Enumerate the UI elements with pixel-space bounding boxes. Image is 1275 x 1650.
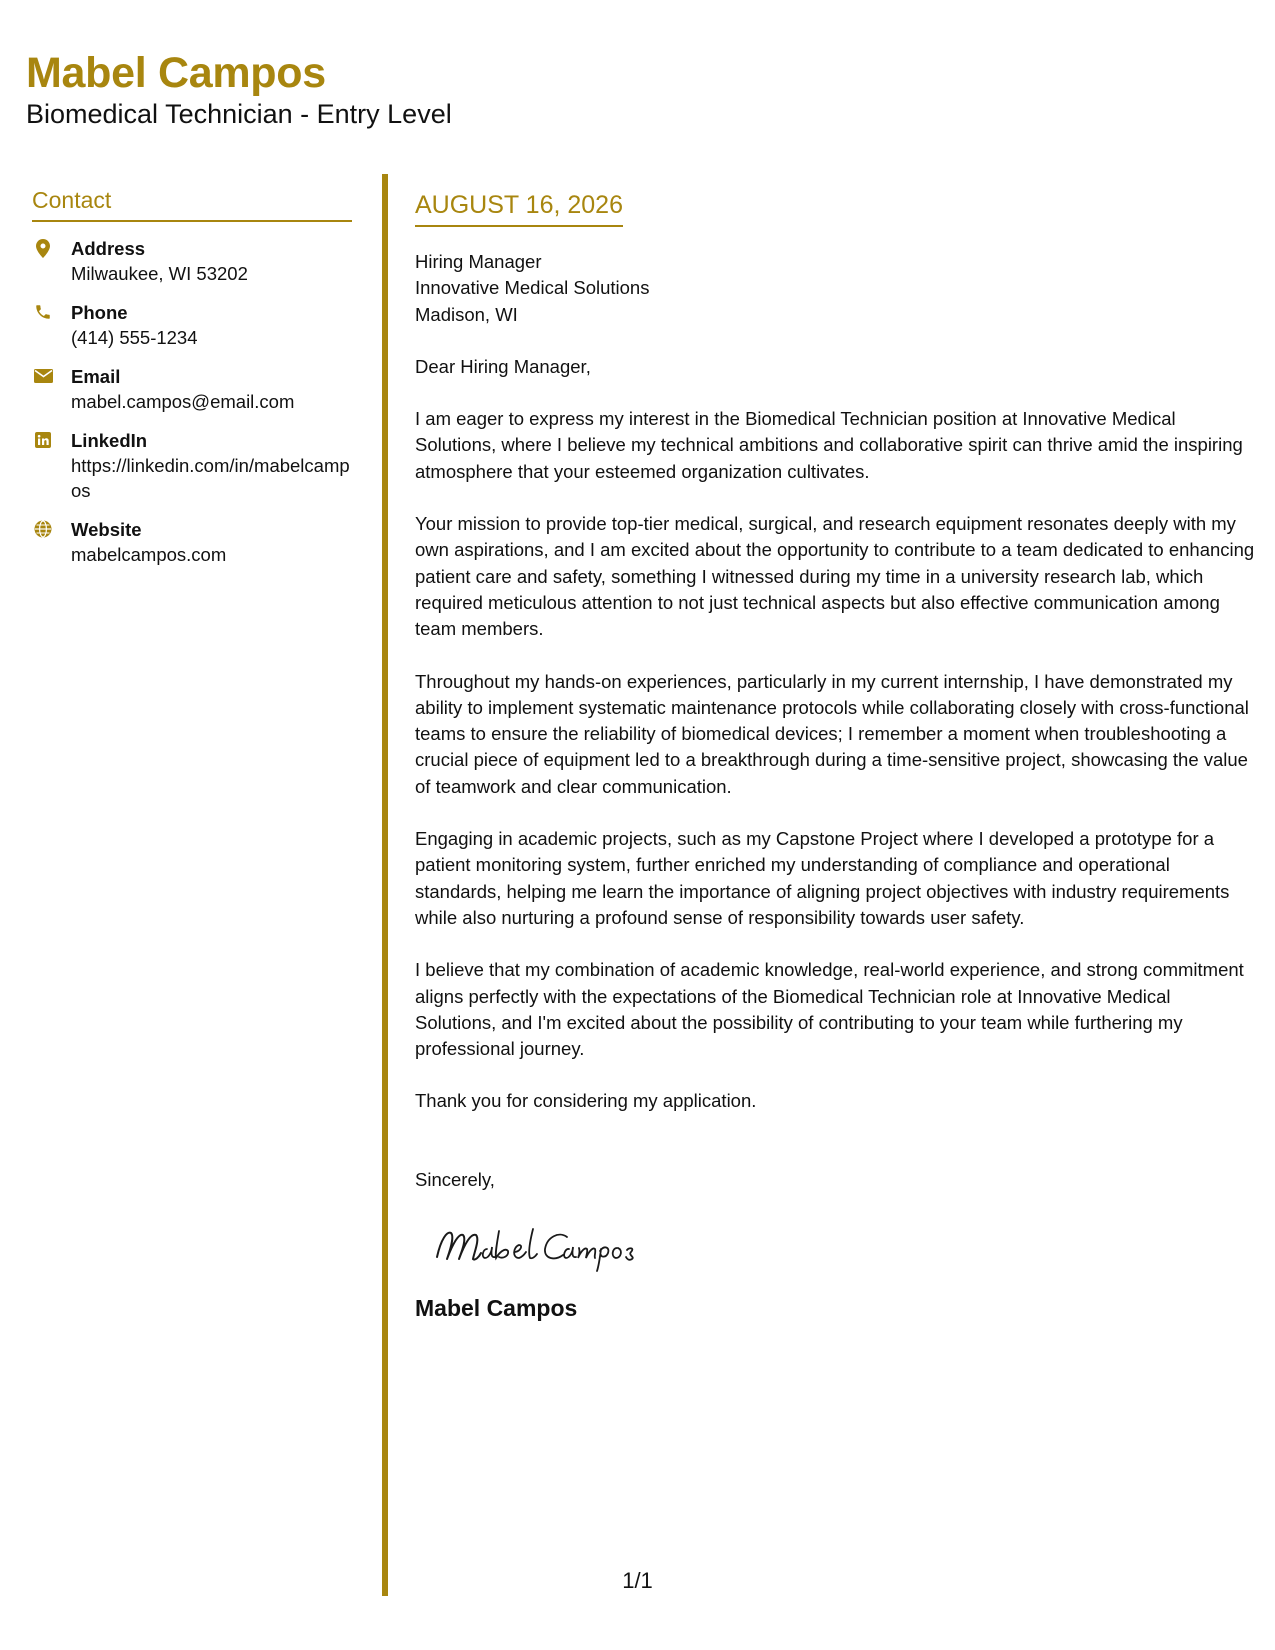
envelope-icon xyxy=(33,366,53,386)
greeting: Dear Hiring Manager, xyxy=(415,355,591,377)
signer-name: Mabel Campos xyxy=(415,1295,578,1322)
contact-item-email xyxy=(32,364,352,414)
handwritten-signature xyxy=(429,1217,1255,1273)
recipient-location: Madison, WI xyxy=(415,303,518,325)
contact-value: mabel.campos@email.com xyxy=(71,391,295,412)
page-number: 1/1 xyxy=(622,1568,653,1593)
recipient-name: Hiring Manager xyxy=(415,251,542,272)
contact-label: Email xyxy=(71,366,121,387)
body-paragraph: I believe that my combination of academic knowledge, real-world experience, and strong commitment aligns perfectly with the expectations of the Biomedical Technician role at Innovative Medical Solutions, and I'm excited about the possibility of contributing to your team while furthering my professional journey. xyxy=(415,959,1244,1060)
body-paragraph: Engaging in academic projects, such as my Capstone Project where I developed a prototype for a patient monitoring system, further enriched my understanding of compliance and operational standards, helping me learn the importance of aligning project objectives with industry requirements while also nurturing a profound sense of responsibility towards user safety. xyxy=(415,828,1230,928)
globe-icon xyxy=(33,519,53,539)
body-paragraph: Throughout my hands-on experiences, particularly in my current internship, I have demonstrated my ability to implement systematic maintenance protocols while collaborating closely with cross-functional teams to ensure the reliability of biomedical devices; I remember a moment when troubleshooting a crucial piece of equipment led to a breakthrough during a time-sensitive project, showcasing the value of teamwork and clear communication. xyxy=(415,670,1249,797)
body-paragraph: Thank you for considering my application. xyxy=(415,1090,757,1112)
phone-icon xyxy=(33,302,53,322)
contact-item-website xyxy=(32,517,352,567)
body-paragraph: I am eager to express my interest in the Biomedical Technician position at Innovative Medical Solutions, where I believe my technical ambitions and collaborative spirit can thrive amid the inspiring atmosphere that your esteemed organization cultivates. xyxy=(415,408,1243,482)
contact-item-phone xyxy=(32,300,352,350)
contact-item-address xyxy=(32,236,352,286)
map-pin-icon xyxy=(33,238,53,258)
contact-heading: Contact xyxy=(32,186,352,222)
contact-value: https://linkedin.com/in/mabelcampos xyxy=(71,455,350,501)
contact-value: mabelcampos.com xyxy=(71,544,227,565)
contact-value: (414) 555-1234 xyxy=(71,327,198,348)
contact-item-linkedin xyxy=(32,428,352,503)
contact-label: LinkedIn xyxy=(71,430,148,451)
letter-header xyxy=(26,48,452,130)
column-divider xyxy=(382,174,388,1596)
contact-label: Website xyxy=(71,519,142,540)
contact-label: Phone xyxy=(71,302,128,323)
recipient-company: Innovative Medical Solutions xyxy=(415,277,650,299)
letter-date: AUGUST 16, 2026 xyxy=(415,191,623,219)
body-paragraph: Your mission to provide top-tier medical, surgical, and research equipment resonates deeply with my own aspirations, and I am excited about the opportunity to contribute to a team dedicated to enhancing patient care and safety, something I witnessed during my time in a university research lab, which required meticulous attention to not just technical aspects but also effective communication among team members. xyxy=(415,513,1255,640)
linkedin-icon xyxy=(33,430,53,450)
contact-value: Milwaukee, WI 53202 xyxy=(71,263,248,284)
closing: Sincerely, xyxy=(415,1168,495,1190)
letter-body xyxy=(415,190,1255,1323)
job-title: Biomedical Technician - Entry Level xyxy=(26,99,452,129)
date-block xyxy=(415,190,623,227)
recipient-block xyxy=(415,249,1255,328)
contact-label: Address xyxy=(71,238,146,259)
applicant-name: Mabel Campos xyxy=(26,49,326,97)
contact-sidebar xyxy=(32,186,352,567)
